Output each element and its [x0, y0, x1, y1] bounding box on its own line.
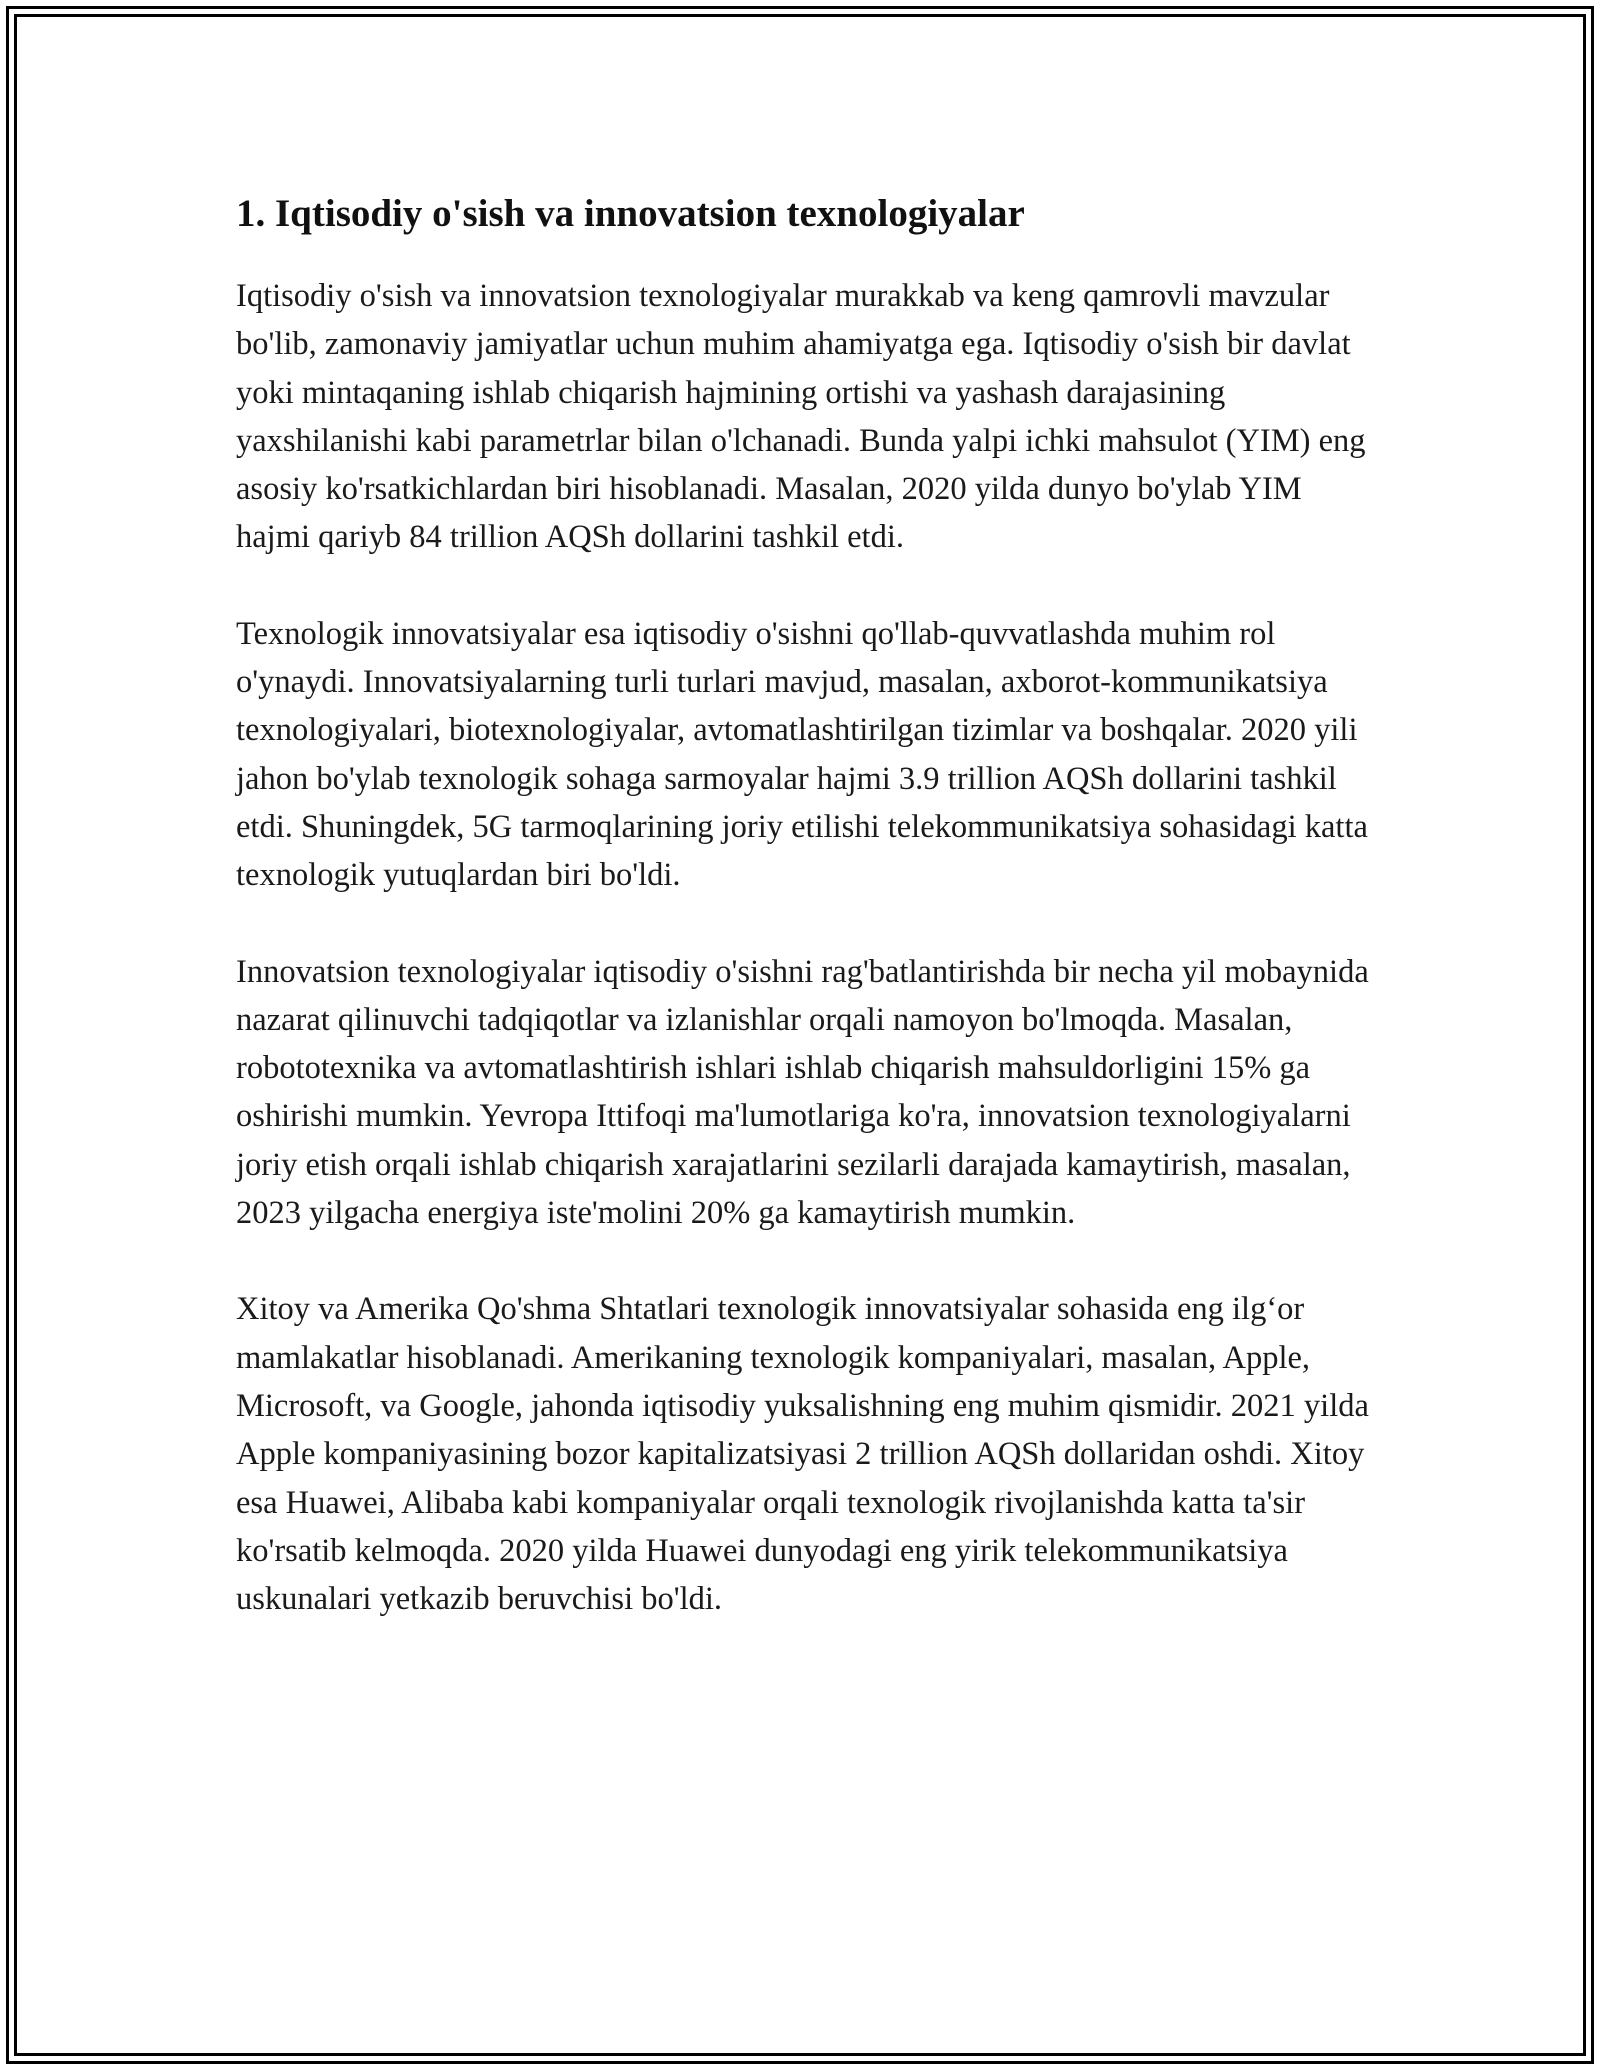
paragraph-innovation-productivity: Innovatsion texnologiyalar iqtisodiy o'sishni rag'batlantirishda bir necha yil mobaynida nazarat qilinuvchi tadqiqotlar va izlanishlar orqali namoyon bo'lmoqda. Masalan, robototexnika va avtomatlashtirish ishlari ishlab chiqarish mahsuldorligini 15% ga oshirishi mumkin. Yevropa Ittifoqi ma'lumotlariga ko'ra, innovatsion texnologiyalarni joriy etish orqali ishlab chiqarish xarajatlarini sezilarli darajada kamaytirish, masalan, 2023 yilgacha energiya iste'molini 20% ga kamaytirish mumkin.: [236, 953, 1369, 1232]
paragraph-economic-growth: Iqtisodiy o'sish va innovatsion texnologiyalar murakkab va keng qamrovli mavzular bo'lib, zamonaviy jamiyatlar uchun muhim ahamiyatga ega. Iqtisodiy o'sish bir davlat yoki mintaqaning ishlab chiqarish hajmining ortishi va yashash darajasining yaxshilanishi kabi parametrlar bilan o'lchanadi. Bunda yalpi ichki mahsulot (YIM) eng asosiy ko'rsatkichlardan biri hisoblanadi. Masalan, 2020 yilda dunyo bo'ylab YIM hajmi qariyb 84 trillion AQSh dollarini tashkil etdi.: [236, 278, 1366, 556]
document-body: [236, 186, 1376, 1671]
paragraph-technological-innovation: Texnologik innovatsiyalar esa iqtisodiy o'sishni qo'llab-quvvatlashda muhim rol o'ynaydi. Innovatsiyalarning turli turlari mavjud, masalan, axborot-kommunikatsiya texnologiyalari, biotexnologiyalar, avtomatlashtirilgan tizimlar va boshqalar. 2020 yili jahon bo'ylab texnologik sohaga sarmoyalar hajmi 3.9 trillion AQSh dollarini tashkil etdi. Shuningdek, 5G tarmoqlarining joriy etilishi telekommunikatsiya sohasidagi katta texnologik yutuqlardan biri bo'ldi.: [236, 615, 1368, 894]
section-heading: 1. Iqtisodiy o'sish va innovatsion texnologiyalar: [236, 192, 1025, 235]
paragraph-china-usa: Xitoy va Amerika Qo'shma Shtatlari texnologik innovatsiyalar sohasida eng ilg‘or mamlakatlar hisoblanadi. Amerikaning texnologik kompaniyalari, masalan, Apple, Microsoft, va Google, jahonda iqtisodiy yuksalishning eng muhim qismidir. 2021 yilda Apple kompaniyasining bozor kapitalizatsiyasi 2 trillion AQSh dollaridan oshdi. Xitoy esa Huawei, Alibaba kabi kompaniyalar orqali texnologik rivojlanishda katta ta'sir ko'rsatib kelmoqda. 2020 yilda Huawei dunyodagi eng yirik telekommunikatsiya uskunalari yetkazib beruvchisi bo'ldi.: [236, 1291, 1369, 1618]
